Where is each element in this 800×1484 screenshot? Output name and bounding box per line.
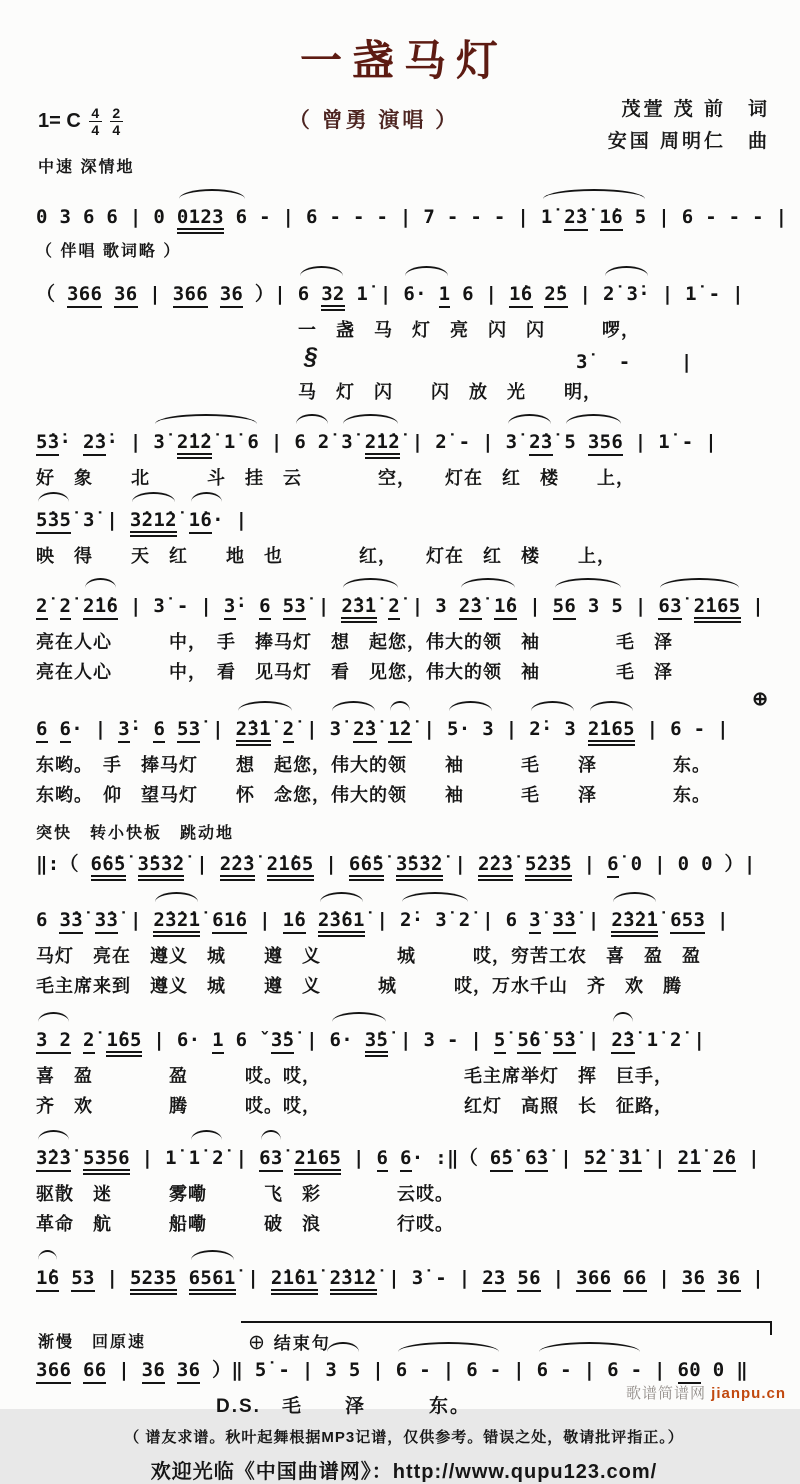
notation-line-11: 1̇6 53 | 5235 6561̇ | 2̇1̇61̇ 2̇3̇1̇2̇ | 3̇ - | 23 56 | 366 66 | 36 36 | bbox=[36, 1259, 772, 1297]
system-10 bbox=[36, 1139, 772, 1237]
system-4 bbox=[36, 501, 772, 569]
subtitle: （ 曾勇 演唱 ） bbox=[288, 109, 460, 132]
system-5 bbox=[36, 587, 772, 685]
notation-line-12: 366 66 | 36 36 ）‖ 5̇ - | 3 5 | 6 - | 6 - | 6 - | 6 - | 60 0 ‖ bbox=[36, 1351, 772, 1389]
system-9 bbox=[36, 1021, 772, 1119]
lyrics-line: 马灯 亮在 遵义 城 遵 义 城 哎，穷苦工农 喜 盈 盈 bbox=[36, 945, 701, 966]
tempo-marking-final: 渐慢 回原速 bbox=[38, 1334, 147, 1352]
system-2 bbox=[36, 275, 772, 405]
system-3 bbox=[36, 423, 772, 491]
site-footer-line: 欢迎光临《中国曲谱网》：http://www.qupu123.com/ bbox=[150, 1461, 658, 1484]
lyrics-line: 马 灯 闪 闪 放 光 明， bbox=[298, 382, 602, 403]
notation-line-2: （ 366 36 | 366 36 ）| 6 32 1̇ | 6· 1 6 | 1̇6 2̇5 | 2̇ 3̇· | 1̇ - | bbox=[36, 275, 772, 313]
time-sig-1-denominator: 4 bbox=[91, 122, 100, 138]
notation-line-2b: 3̇ - | bbox=[576, 351, 693, 374]
system-11 bbox=[36, 1259, 772, 1297]
notation-line-9: 3 2 2̇ 1̇65 | 6· 1 6 ˇ3̇5̇ | 6· 3̇5̇ | 3 - | 5̇ 5̇6̇ 5̇3̇ | 2̇3̇ 1̇ 2̇ | bbox=[36, 1021, 772, 1059]
lyrics-line: 驱散 迷 雾嘞 飞 彩 云哎。 bbox=[36, 1184, 454, 1205]
tempo-marking-fast: 突快 转小快板 跳动地 bbox=[36, 824, 235, 842]
lyrics-line: 好 象 北 斗 挂 云 空， 灯在 红 楼 上， bbox=[36, 468, 635, 489]
coda-section-label: ⊕ 结束句 bbox=[248, 1334, 331, 1354]
page-title: 一盏马灯 bbox=[299, 37, 508, 84]
segno-icon: § bbox=[304, 343, 318, 371]
transcriber-note: （ 谱友求谱。秋叶起舞根据MP3记谱，仅供参考。错误之处，敬请批评指正。） bbox=[124, 1429, 684, 1447]
system-8 bbox=[36, 901, 772, 999]
notation-line-7: ‖:（ 6̇6̇5̇ 3̇5̇3̇2̇ | 2̇2̇3̇ 2̇1̇65 | 6̇6̇5̇ 3̇5̇3̇2̇ | 2̇2̇3̇ 5̇2̇3̇5 | 6̇ 0 | 0 0 ）| bbox=[36, 845, 772, 883]
notation-line-1: 0 3 6 6 | 0 0123 6 - | 6 - - - | 7 - - - | 1̇ 2̇3̇ 1̇6 5 | 6 - - - | bbox=[36, 198, 772, 236]
lyrics-line: 亮在人心 中， 手 捧马灯 想 起您，伟大的领 袖 毛 泽 bbox=[36, 632, 673, 653]
lyrics-line: 一 盏 马 灯 亮 闪 闪 啰， bbox=[298, 320, 640, 340]
accompaniment-caption: （ 伴唱 歌词略 ） bbox=[36, 243, 182, 260]
time-sig-1-numerator: 4 bbox=[91, 105, 100, 121]
tempo-marking: 中速 深情地 bbox=[38, 159, 135, 176]
key-root: 1= C bbox=[38, 110, 81, 132]
system-7 bbox=[36, 845, 772, 883]
lyrics-line: 齐 欢 腾 哎。哎， 红灯 高照 长 征路， bbox=[36, 1096, 673, 1117]
notation-line-10: 3̇2̇3̇ 5356 | 1̇ 1̇ 2̇ | 63̇ 2̇165 | 6 6· :‖（ 6̇5̇ 6̇3̇ | 5̇2̇ 3̇1̇ | 2̇1̇ 2̇6 | bbox=[36, 1139, 772, 1177]
notation-line-3: 5̇3̇· 2̇3̇· | 3̇ 2̇1̇2̇ 1̇ 6 | 6 2̇ 3̇ 2̇1̇2̇ | 2̇ - | 3̇ 2̇3̇ 5 356 | 1̇ - | bbox=[36, 423, 772, 461]
lyrics-line: 毛主席来到 遵义 城 遵 义 城 哎，万水千山 齐 欢 腾 bbox=[36, 975, 682, 996]
lyrics-line: 映 得 天 红 地 也 红， 灯在 红 楼 上， bbox=[36, 546, 616, 567]
watermark bbox=[626, 1382, 786, 1403]
coda-icon: ⊕ bbox=[752, 688, 768, 710]
lyrics-line: 东哟。 手 捧马灯 想 起您，伟大的领 袖 毛 泽 东。 bbox=[36, 754, 711, 775]
voice-2-row bbox=[36, 343, 772, 375]
watermark-link: jianpu.cn bbox=[711, 1385, 786, 1402]
lyrics-line: 东哟。 仰 望马灯 怀 念您，伟大的领 袖 毛 泽 东。 bbox=[36, 784, 711, 805]
ending-section-header bbox=[36, 1321, 772, 1354]
header-block bbox=[36, 92, 772, 192]
ds-marking: D.S. 毛 泽 东。 bbox=[216, 1396, 471, 1418]
credits-block bbox=[608, 94, 770, 159]
notation-line-5: 2̇ 2̇ 2̇1̇6 | 3̇ - | 3̇· 6 53̇ | 2̇3̇1̇ 2̇ | 3 2̇3̇ 1̇6 | 56 3 5 | 63̇ 2̇165 | bbox=[36, 587, 772, 625]
composer-credit: 安国 周明仁 曲 bbox=[607, 131, 770, 153]
time-sig-2-numerator: 2 bbox=[112, 105, 121, 121]
lyrics-line: 喜 盈 盈 哎。哎， 毛主席举灯 挥 巨手， bbox=[36, 1065, 673, 1086]
system-6 bbox=[36, 710, 772, 808]
lyrics-line: 亮在人心 中， 看 见马灯 看 见您，伟大的领 袖 毛 泽 bbox=[36, 662, 673, 683]
notation-line-8: 6 3̇3̇ 3̇3̇ | 2̇3̇2̇1̇ 61̇6 | 1̇6 2̇3̇61̇ | 2̇· 3̇ 2̇ | 6 3̇ 3̇3̇ | 2̇3̇2̇1̇ 653 | bbox=[36, 901, 772, 939]
lyrics-line: 革命 航 船嘞 破 浪 行哎。 bbox=[36, 1214, 454, 1235]
time-sig-2-denominator: 4 bbox=[112, 122, 121, 138]
notation-line-6: 6 6· | 3̇· 6 53̇ | 2̇3̇1̇ 2̇ | 3̇ 2̇3̇ 1̇2̇ | 5· 3 | 2̇· 3 2̇165 | 6 - | bbox=[36, 710, 772, 748]
watermark-text: 歌谱简谱网 bbox=[625, 1385, 706, 1402]
system-1 bbox=[36, 198, 788, 261]
notation-line-4: 5̇35̇ 3̇ | 3̇21̇2̇ 1̇6· | bbox=[36, 501, 772, 539]
lyricist-credit: 茂萱 茂 前 词 bbox=[621, 99, 770, 120]
